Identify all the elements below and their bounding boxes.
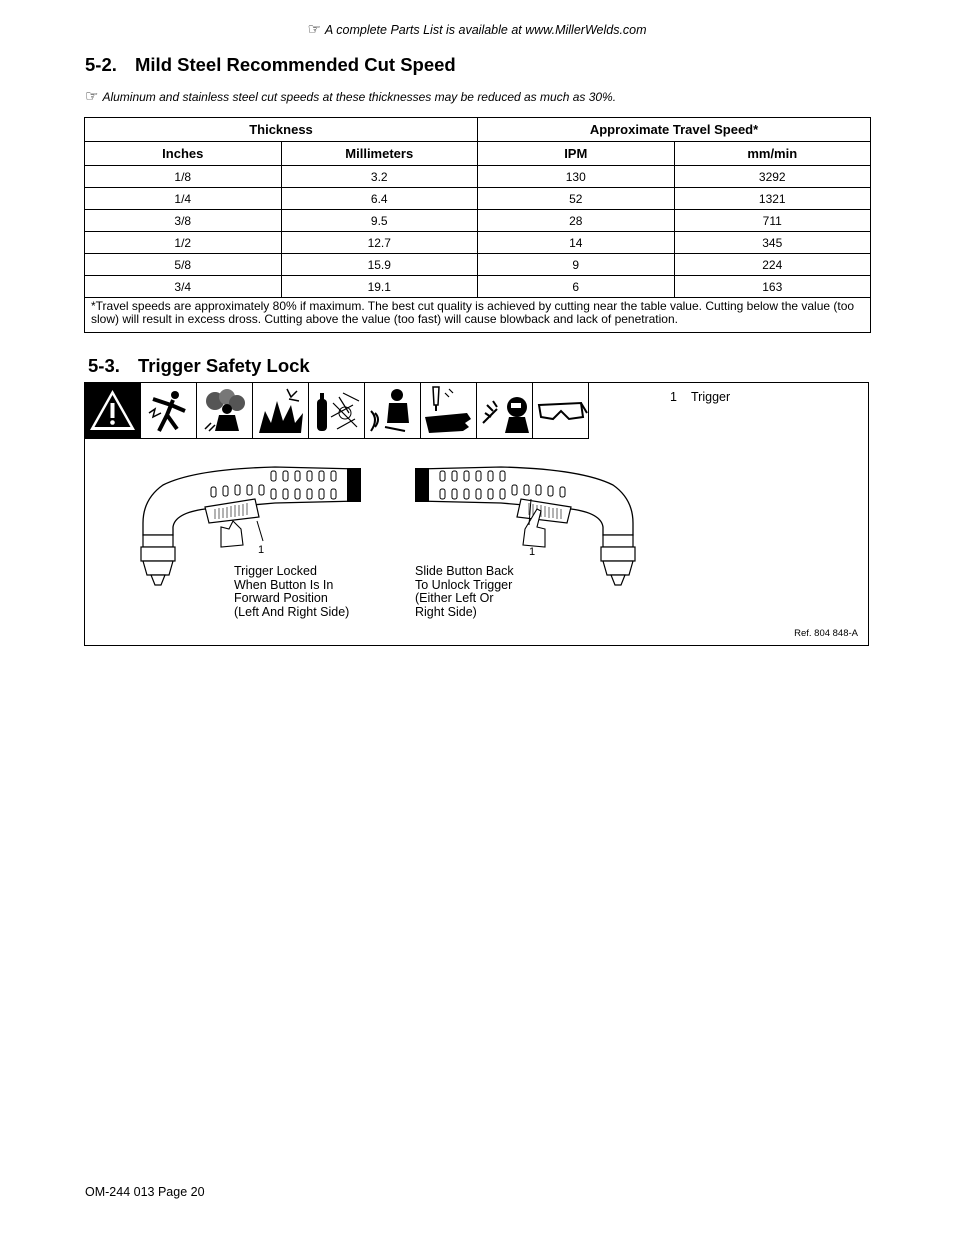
table-row [85, 232, 871, 254]
table-cell: 1321 [674, 188, 871, 210]
table-cell: 5/8 [85, 254, 282, 276]
caption-line: (Either Left Or [415, 591, 494, 606]
table-cell: 6.4 [281, 188, 478, 210]
left-caption [234, 565, 349, 619]
section-heading-5-2 [85, 54, 456, 76]
caption-line: Slide Button Back [415, 564, 514, 578]
table-cell: 3/4 [85, 276, 282, 298]
table-cell: 711 [674, 210, 871, 232]
parts-list-note [0, 20, 954, 38]
table-row [85, 166, 871, 188]
table-row [85, 254, 871, 276]
section-title: Mild Steel Recommended Cut Speed [135, 54, 456, 75]
right-caption [415, 565, 514, 619]
table-cell: 28 [478, 210, 675, 232]
pointing-hand-icon: ☞ [85, 88, 99, 105]
table-cell: 3/8 [85, 210, 282, 232]
table-group-header: Approximate Travel Speed* [478, 118, 871, 142]
table-group-header: Thickness [85, 118, 478, 142]
section-title: Trigger Safety Lock [138, 355, 310, 376]
table-row [85, 210, 871, 232]
safety-glasses-icon [533, 383, 589, 439]
table-cell: 224 [674, 254, 871, 276]
table-cell: 3292 [674, 166, 871, 188]
trigger-lock-figure [84, 382, 869, 646]
safety-icon-strip [85, 383, 589, 439]
parts-list-note-text: A complete Parts List is available at www.MillerWelds.com [324, 23, 647, 37]
table-cell: 1/4 [85, 188, 282, 210]
table-cell: 14 [478, 232, 675, 254]
section-heading-5-3 [88, 355, 310, 377]
table-cell: 15.9 [281, 254, 478, 276]
pointing-hand-icon: ☞ [307, 21, 321, 38]
table-footnote: *Travel speeds are approximately 80% if maximum. The best cut quality is achieved by cutting near the table value. Cutting below the value (too slow) will result in excess dross. Cutting above the value (too fast) will cause blowback and lack of penetration. [85, 298, 871, 333]
table-row [85, 276, 871, 298]
aluminum-note-text: Aluminum and stainless steel cut speeds at these thicknesses may be reduced as much as 30%. [102, 90, 617, 104]
warning-triangle-icon [85, 383, 141, 439]
caption-line: (Left And Right Side) [234, 604, 350, 619]
caption-line: When Button Is In [234, 577, 334, 592]
right-trigger-callout: 1 [529, 546, 536, 558]
table-cell: 3.2 [281, 166, 478, 188]
fire-explosion-icon [253, 383, 309, 439]
table-cell: 163 [674, 276, 871, 298]
table-column-header: Millimeters [281, 142, 478, 166]
electric-shock-icon [141, 383, 197, 439]
left-trigger-callout: 1 [258, 544, 265, 556]
hot-parts-icon [421, 383, 477, 439]
table-header-row [85, 142, 871, 166]
caption-line: Right Side) [415, 604, 477, 619]
table-cell: 1/2 [85, 232, 282, 254]
reference-number: Ref. 804 848-A [794, 628, 858, 639]
caption-line: Forward Position [234, 591, 328, 606]
caption-line: Trigger Locked [234, 564, 317, 578]
legend-trigger-label: Trigger [691, 390, 731, 404]
table-cell: 1/8 [85, 166, 282, 188]
page-footer: OM-244 013 Page 20 [85, 1185, 205, 1199]
table-cell: 52 [478, 188, 675, 210]
table-column-header: mm/min [674, 142, 871, 166]
table-group-header-row [85, 118, 871, 142]
cylinder-spark-icon [309, 383, 365, 439]
aluminum-note [85, 87, 616, 105]
table-cell: 6 [478, 276, 675, 298]
table-cell: 12.7 [281, 232, 478, 254]
table-column-header: IPM [478, 142, 675, 166]
table-cell: 19.1 [281, 276, 478, 298]
arc-rays-icon [477, 383, 533, 439]
table-column-header: Inches [85, 142, 282, 166]
caption-line: To Unlock Trigger [415, 577, 513, 592]
table-row [85, 188, 871, 210]
table-footnote-row [85, 298, 871, 333]
table-cell: 9 [478, 254, 675, 276]
cut-speed-table [84, 117, 871, 333]
table-cell: 130 [478, 166, 675, 188]
section-number: 5-2. [85, 54, 117, 75]
table-cell: 345 [674, 232, 871, 254]
legend-number: 1 [670, 390, 677, 404]
table-cell: 9.5 [281, 210, 478, 232]
fumes-icon [197, 383, 253, 439]
noise-icon [365, 383, 421, 439]
section-number: 5-3. [88, 355, 120, 376]
